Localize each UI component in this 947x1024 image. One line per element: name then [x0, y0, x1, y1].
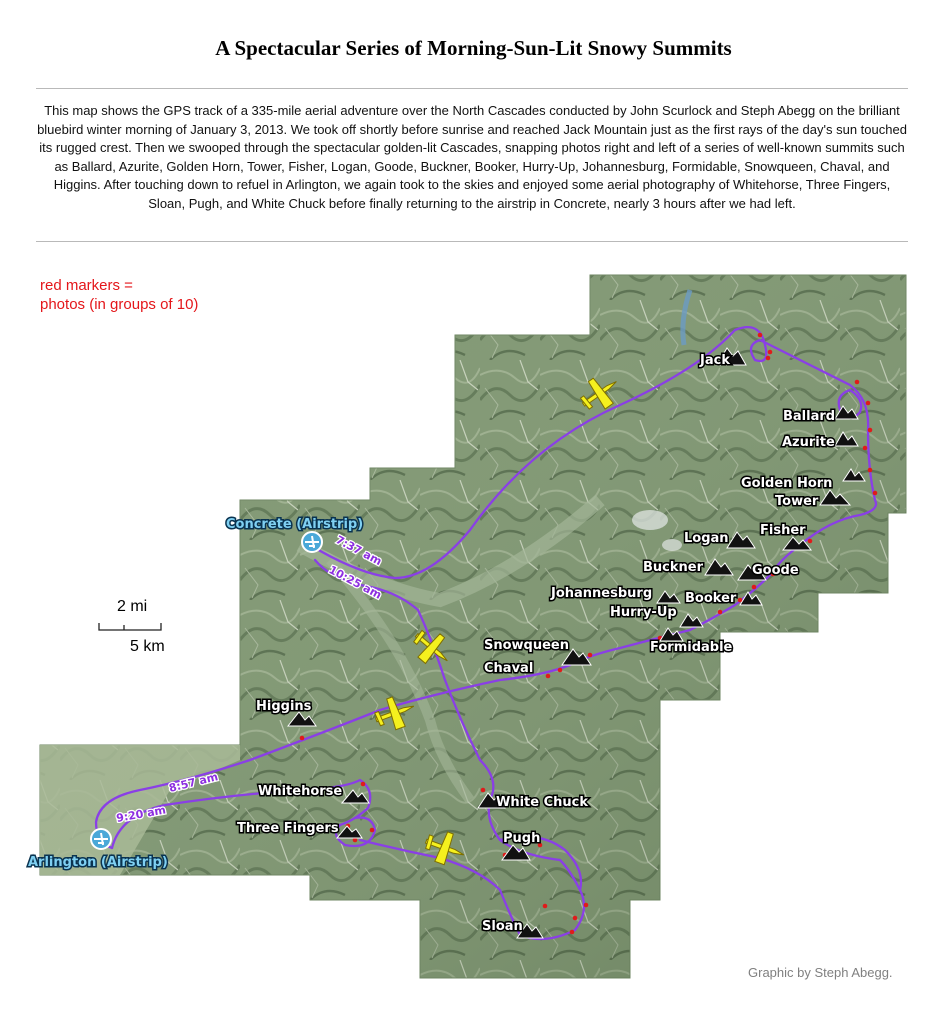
peak-label-ballard: Ballard: [783, 409, 836, 424]
peak-label-sloan: Sloan: [482, 919, 523, 934]
peak-label-booker: Booker: [685, 591, 737, 606]
page-title: A Spectacular Series of Morning-Sun-Lit Snowy Summits: [215, 36, 732, 60]
peak-label-logan: Logan: [684, 531, 729, 546]
scale-label-miles: 2 mi: [117, 598, 148, 615]
scale-bar: [99, 623, 161, 630]
airport-icon: [302, 532, 322, 552]
peak-label-azurite: Azurite: [782, 435, 835, 450]
time-label: 7:37 am: [333, 533, 384, 569]
peak-label-tower: Tower: [775, 494, 819, 509]
peak-label-hurry-up: Hurry-Up: [610, 605, 677, 620]
airport-icon: [91, 829, 111, 849]
peak-label-formidable: Formidable: [650, 640, 733, 655]
peak-label-higgins: Higgins: [256, 699, 312, 714]
scale-label-km: 5 km: [130, 638, 165, 655]
peak-label-white-chuck: White Chuck: [496, 795, 589, 810]
peak-label-goode: Goode: [752, 563, 799, 578]
map-description: This map shows the GPS track of a 335-mile aerial adventure over the North Cascades conducted by John Scurlock and Steph Abegg on the brilliant bluebird winter morning of January 3, 2013. We took off shortly before sunrise and reached Jack Mountain just as the first rays of the day's sun touched its rugged crest. Then we swooped through the spectacular golden-lit Cascades, snapping photos right and left of a series of well-known summits such as Ballard, Azurite, Golden Horn, Tower, Fisher, Logan, Goode, Buckner, Booker, Hurry-Up, Johannesburg, Formidable, Snowqueen, Chaval, and Higgins. After touching down to refuel in Arlington, we again took to the skies and enjoyed some aerial photography of Whitehorse, Three Fingers, Sloan, Pugh, and White Chuck before finally returning to the airstrip in Concrete, nearly 3 hours after we had left.: [37, 103, 907, 211]
peak-label-fisher: Fisher: [760, 523, 806, 538]
airstrip-label-arlington: Arlington (Airstrip): [28, 855, 168, 870]
peak-label-chaval: Chaval: [484, 661, 534, 676]
peak-label-buckner: Buckner: [643, 560, 703, 575]
peak-label-golden-horn: Golden Horn: [741, 476, 833, 491]
peak-label-pugh: Pugh: [503, 831, 541, 846]
peak-label-jack: Jack: [700, 353, 730, 368]
time-label: 9:20 am: [115, 803, 167, 825]
time-label: 10:25 am: [326, 563, 384, 602]
peak-label-johannesburg: Johannesburg: [551, 586, 653, 601]
time-label: 8:57 am: [167, 770, 220, 795]
peak-label-three-fingers: Three Fingers: [237, 821, 339, 836]
peak-label-snowqueen: Snowqueen: [484, 638, 570, 653]
peak-label-whitehorse: Whitehorse: [258, 784, 343, 799]
photo-marker-legend: red markers = photos (in groups of 10): [40, 277, 199, 313]
credit-text: Graphic by Steph Abegg.: [748, 965, 893, 980]
airstrip-label-concrete: Concrete (Airstrip): [226, 517, 364, 532]
terrain-mosaic: [40, 275, 906, 978]
